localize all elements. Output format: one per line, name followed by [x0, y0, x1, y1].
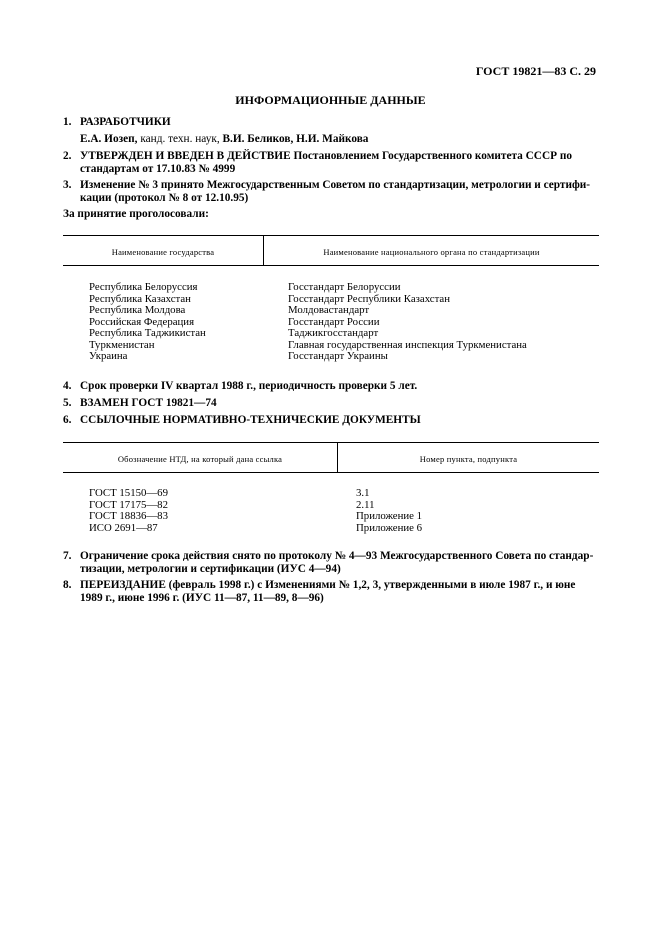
list-item: 2.11 [356, 498, 375, 511]
section-review [63, 380, 603, 393]
section-limit-removed [63, 550, 603, 576]
list-item: Украина [89, 350, 128, 362]
page-title: ИНФОРМАЦИОННЫЕ ДАННЫЕ [235, 93, 426, 107]
table-rule [63, 235, 599, 236]
section-line: ВЗАМЕН ГОСТ 19821—74 [80, 397, 217, 409]
list-item: Таджикгосстандарт [288, 327, 379, 339]
list-item: Госстандарт Республики Казахстан [288, 292, 450, 305]
list-item: ГОСТ 17175—82 [89, 498, 168, 511]
vote-label: За принятие проголосовали: [63, 208, 209, 220]
section-line: Ограничение срока действия снято по протоколу № 4—93 Межгосударственного Совета по стандар- [80, 550, 594, 562]
developers-list [63, 133, 603, 146]
table-rule [63, 265, 599, 266]
list-item: ИСО 2691—87 [89, 521, 158, 534]
section-number: 4. [63, 380, 72, 392]
list-item: Главная государственная инспекция Туркменистана [288, 338, 527, 351]
section-number: 6. [63, 414, 72, 426]
list-item: Молдовастандарт [288, 304, 370, 316]
bodies-column [288, 282, 527, 363]
points-column [356, 488, 422, 534]
section-reissue [63, 579, 603, 605]
section-line: УТВЕРЖДЕН И ВВЕДЕН В ДЕЙСТВИЕ Постановлением Государственного комитета СССР по [80, 150, 572, 162]
section-replaces [63, 397, 603, 410]
list-item: Республика Казахстан [89, 292, 191, 305]
section-heading: РАЗРАБОТЧИКИ [80, 116, 171, 128]
docs-column [89, 488, 168, 534]
table-header-body: Наименование национального органа по стандартизации [323, 247, 540, 257]
section-line: стандартам от 17.10.83 № 4999 [80, 163, 236, 175]
list-item: ГОСТ 15150—69 [89, 487, 168, 499]
section-number: 3. [63, 179, 72, 191]
list-item: Российская Федерация [89, 315, 195, 328]
list-item: ГОСТ 18836—83 [89, 510, 168, 522]
table-header-doc: Обозначение НТД, на который дана ссылка [117, 454, 283, 464]
table-header-state: Наименование государства [111, 247, 215, 257]
section-number: 5. [63, 397, 72, 409]
section-number: 1. [63, 116, 72, 128]
list-item: Госстандарт России [288, 315, 380, 328]
section-number: 2. [63, 150, 72, 162]
section-line: кации (протокол № 8 от 12.10.95) [80, 192, 249, 204]
section-amendment [63, 179, 603, 205]
section-developers [63, 116, 603, 129]
section-number: 7. [63, 550, 72, 562]
section-line: ПЕРЕИЗДАНИЕ (февраль 1998 г.) с Изменениями № 1,2, 3, утвержденными в июле 1987 г., и юне [80, 579, 576, 591]
list-item: Республика Белоруссия [89, 281, 198, 293]
section-references [63, 414, 603, 427]
list-item: Приложение 1 [356, 510, 423, 522]
table-rule [63, 442, 599, 443]
author-degree: канд. техн. наук, [137, 133, 223, 145]
section-number: 8. [63, 579, 72, 591]
list-item: Туркменистан [89, 338, 155, 351]
list-item: Республика Молдова [89, 304, 186, 316]
section-line: 1989 г., июне 1996 г. (ИУС 11—87, 11—89, 8—96) [80, 592, 324, 604]
list-item: Приложение 6 [356, 521, 423, 534]
list-item: 3.1 [356, 487, 370, 499]
table-header-point: Номер пункта, подпункта [419, 454, 518, 464]
section-line: Изменение № 3 принято Межгосударственным Советом по стандартизации, метрологии и сертифи- [80, 179, 591, 191]
section-line: тизации, метрологии и сертификации (ИУС 4—94) [80, 563, 341, 575]
states-column [89, 282, 206, 363]
list-item: Госстандарт Украины [288, 350, 388, 362]
section-approved [63, 150, 603, 176]
author-names: В.И. Беликов, Н.И. Майкова [222, 133, 369, 145]
list-item: Госстандарт Белоруссии [288, 281, 401, 293]
list-item: Республика Таджикистан [89, 327, 206, 339]
section-line: ССЫЛОЧНЫЕ НОРМАТИВНО-ТЕХНИЧЕСКИЕ ДОКУМЕНТЫ [80, 414, 421, 426]
author-name: Е.А. Иозеп, [80, 133, 138, 145]
page-header: ГОСТ 19821—83 С. 29 [475, 64, 596, 78]
section-line: Срок проверки IV квартал 1988 г., периодичность проверки 5 лет. [80, 380, 418, 392]
table-rule [63, 472, 599, 473]
